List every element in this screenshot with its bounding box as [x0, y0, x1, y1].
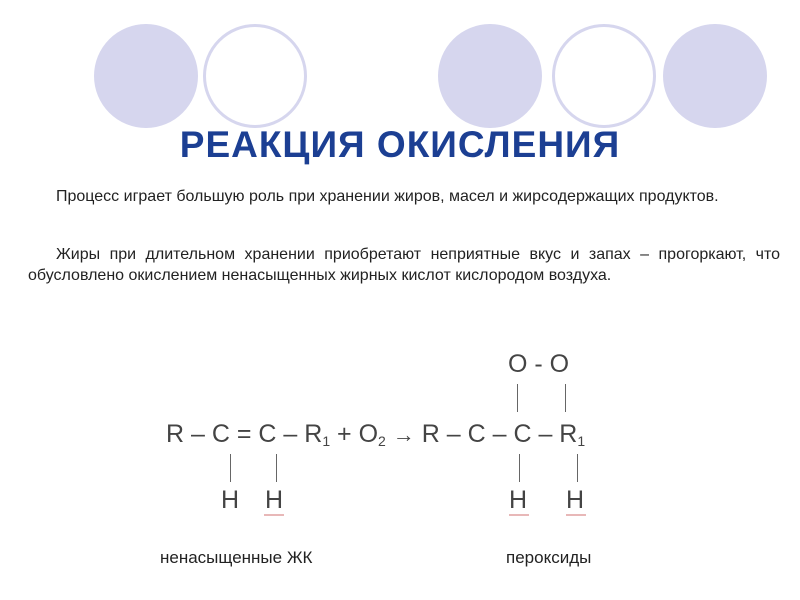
decorative-circle-1: [94, 24, 198, 128]
reactant-formula: R – C = C – R: [166, 420, 323, 448]
reaction-arrow-icon: →: [392, 422, 415, 447]
paragraph-storage: Процесс играет большую роль при хранении жиров, масел и жирсодержащих продуктов.: [56, 188, 719, 205]
caption-unsaturated-acids: ненасыщенные ЖК: [160, 548, 313, 567]
paragraph-rancidity: Жиры при длительном хранении приобретают неприятные вкус и запах – прогоркают, что обусловлено окислением ненасыщенных жирных кислот кислородом воздуха.: [28, 246, 780, 284]
bond-line-h4: [577, 454, 578, 482]
oxygen-term: + O: [330, 420, 379, 448]
bond-line-o2: [565, 384, 566, 412]
decorative-circle-4: [552, 24, 656, 128]
decorative-circle-5: [663, 24, 767, 128]
peroxide-group: O - O: [508, 350, 570, 378]
bond-line-h3: [519, 454, 520, 482]
product-formula: R – C – C – R: [414, 420, 578, 448]
bond-line-h2: [276, 454, 277, 482]
underline-mark-2: [509, 514, 529, 516]
bond-line-h1: [230, 454, 231, 482]
decorative-circle-2: [203, 24, 307, 128]
decorative-circle-3: [438, 24, 542, 128]
hydrogen-atom-4: H: [566, 486, 585, 514]
underline-mark-3: [566, 514, 586, 516]
hydrogen-atom-3: H: [509, 486, 528, 514]
slide-title: РЕАКЦИЯ ОКИСЛЕНИЯ: [179, 124, 621, 165]
subscript-r1: 1: [322, 433, 331, 449]
hydrogen-atom-2: H: [265, 486, 284, 514]
caption-peroxides: пероксиды: [506, 548, 592, 567]
equation-main-line: [166, 420, 585, 449]
hydrogen-atom-1: H: [221, 486, 240, 514]
underline-mark-1: [264, 514, 284, 516]
bond-line-o1: [517, 384, 518, 412]
subscript-r1-product: 1: [577, 433, 586, 449]
subscript-o2: 2: [378, 433, 386, 449]
